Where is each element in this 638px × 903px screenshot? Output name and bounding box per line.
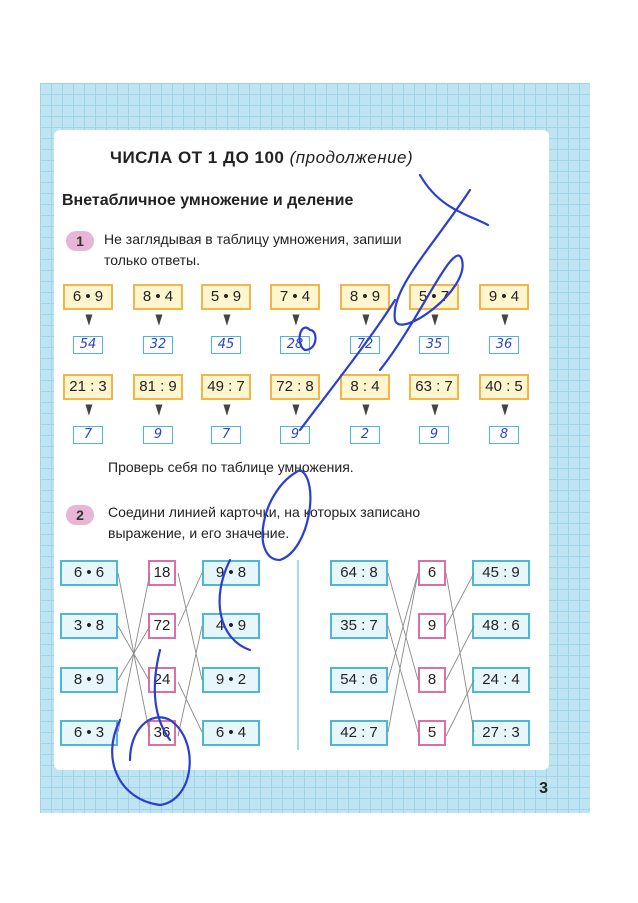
expression-card: 42 : 7 <box>330 720 388 746</box>
expression-card: 9 • 8 <box>202 560 260 586</box>
value-card: 8 <box>418 667 446 693</box>
value-card: 5 <box>418 720 446 746</box>
answer-box: 72 <box>350 336 380 354</box>
expression-card: 8 • 9 <box>60 667 118 693</box>
arrow-down-icon: ▼ <box>290 307 302 331</box>
arrow-down-icon: ▼ <box>153 307 165 331</box>
arrow-down-icon: ▼ <box>499 397 511 421</box>
expression-card: 63 : 7 <box>409 374 459 400</box>
expression-card: 8 : 4 <box>340 374 390 400</box>
expression-card: 35 : 7 <box>330 613 388 639</box>
expression-card: 48 : 6 <box>472 613 530 639</box>
expression-card: 21 : 3 <box>63 374 113 400</box>
expression-card: 8 • 4 <box>133 284 183 310</box>
value-card: 6 <box>418 560 446 586</box>
arrow-down-icon: ▼ <box>499 307 511 331</box>
answer-box: 54 <box>73 336 103 354</box>
expression-card: 9 • 2 <box>202 667 260 693</box>
expression-card: 81 : 9 <box>133 374 183 400</box>
expression-card: 8 • 9 <box>340 284 390 310</box>
expression-card: 45 : 9 <box>472 560 530 586</box>
task-1-text: Не заглядывая в таблицу умножения, запиши только ответы. <box>104 231 402 268</box>
handwritten-marks <box>112 175 488 805</box>
section-subtitle: Внетабличное умножение и деление <box>62 192 354 209</box>
answer-box: 8 <box>489 426 519 444</box>
expression-card: 7 • 4 <box>270 284 320 310</box>
value-card: 36 <box>148 720 176 746</box>
answer-box: 9 <box>143 426 173 444</box>
expression-card: 4 • 9 <box>202 613 260 639</box>
expression-card: 6 • 4 <box>202 720 260 746</box>
expression-card: 6 • 6 <box>60 560 118 586</box>
answer-box: 36 <box>489 336 519 354</box>
arrow-down-icon: ▼ <box>153 397 165 421</box>
arrow-down-icon: ▼ <box>83 307 95 331</box>
task-1-number: 1 <box>66 231 94 251</box>
answer-box: 32 <box>143 336 173 354</box>
expression-card: 64 : 8 <box>330 560 388 586</box>
arrow-down-icon: ▼ <box>360 307 372 331</box>
answer-box: 9 <box>419 426 449 444</box>
expression-card: 6 • 3 <box>60 720 118 746</box>
answer-box: 7 <box>73 426 103 444</box>
expression-card: 27 : 3 <box>472 720 530 746</box>
expression-card: 54 : 6 <box>330 667 388 693</box>
arrow-down-icon: ▼ <box>360 397 372 421</box>
expression-card: 40 : 5 <box>479 374 529 400</box>
answer-box: 28 <box>280 336 310 354</box>
expression-card: 3 • 8 <box>60 613 118 639</box>
expression-card: 72 : 8 <box>270 374 320 400</box>
page-title: ЧИСЛА ОТ 1 ДО 100 (продолжение) <box>110 148 414 167</box>
expression-card: 49 : 7 <box>201 374 251 400</box>
answer-box: 2 <box>350 426 380 444</box>
page-number: 3 <box>539 780 548 797</box>
task-2-number: 2 <box>66 505 94 525</box>
expression-card: 9 • 4 <box>479 284 529 310</box>
answer-box: 9 <box>280 426 310 444</box>
arrow-down-icon: ▼ <box>429 307 441 331</box>
expression-card: 24 : 4 <box>472 667 530 693</box>
arrow-down-icon: ▼ <box>221 397 233 421</box>
expression-card: 5 • 9 <box>201 284 251 310</box>
task-2-text: Соедини линией карточки, на которых записано выражение, и его значение. <box>108 504 421 541</box>
expression-card: 6 • 9 <box>63 284 113 310</box>
value-card: 72 <box>148 613 176 639</box>
connecting-lines <box>118 573 474 736</box>
arrow-down-icon: ▼ <box>221 307 233 331</box>
task-1-check: Проверь себя по таблице умножения. <box>108 459 354 475</box>
answer-box: 7 <box>211 426 241 444</box>
value-card: 24 <box>148 667 176 693</box>
value-card: 9 <box>418 613 446 639</box>
answer-box: 35 <box>419 336 449 354</box>
answer-box: 45 <box>211 336 241 354</box>
value-card: 18 <box>148 560 176 586</box>
expression-card: 5 • 7 <box>409 284 459 310</box>
arrow-down-icon: ▼ <box>290 397 302 421</box>
arrow-down-icon: ▼ <box>83 397 95 421</box>
arrow-down-icon: ▼ <box>429 397 441 421</box>
